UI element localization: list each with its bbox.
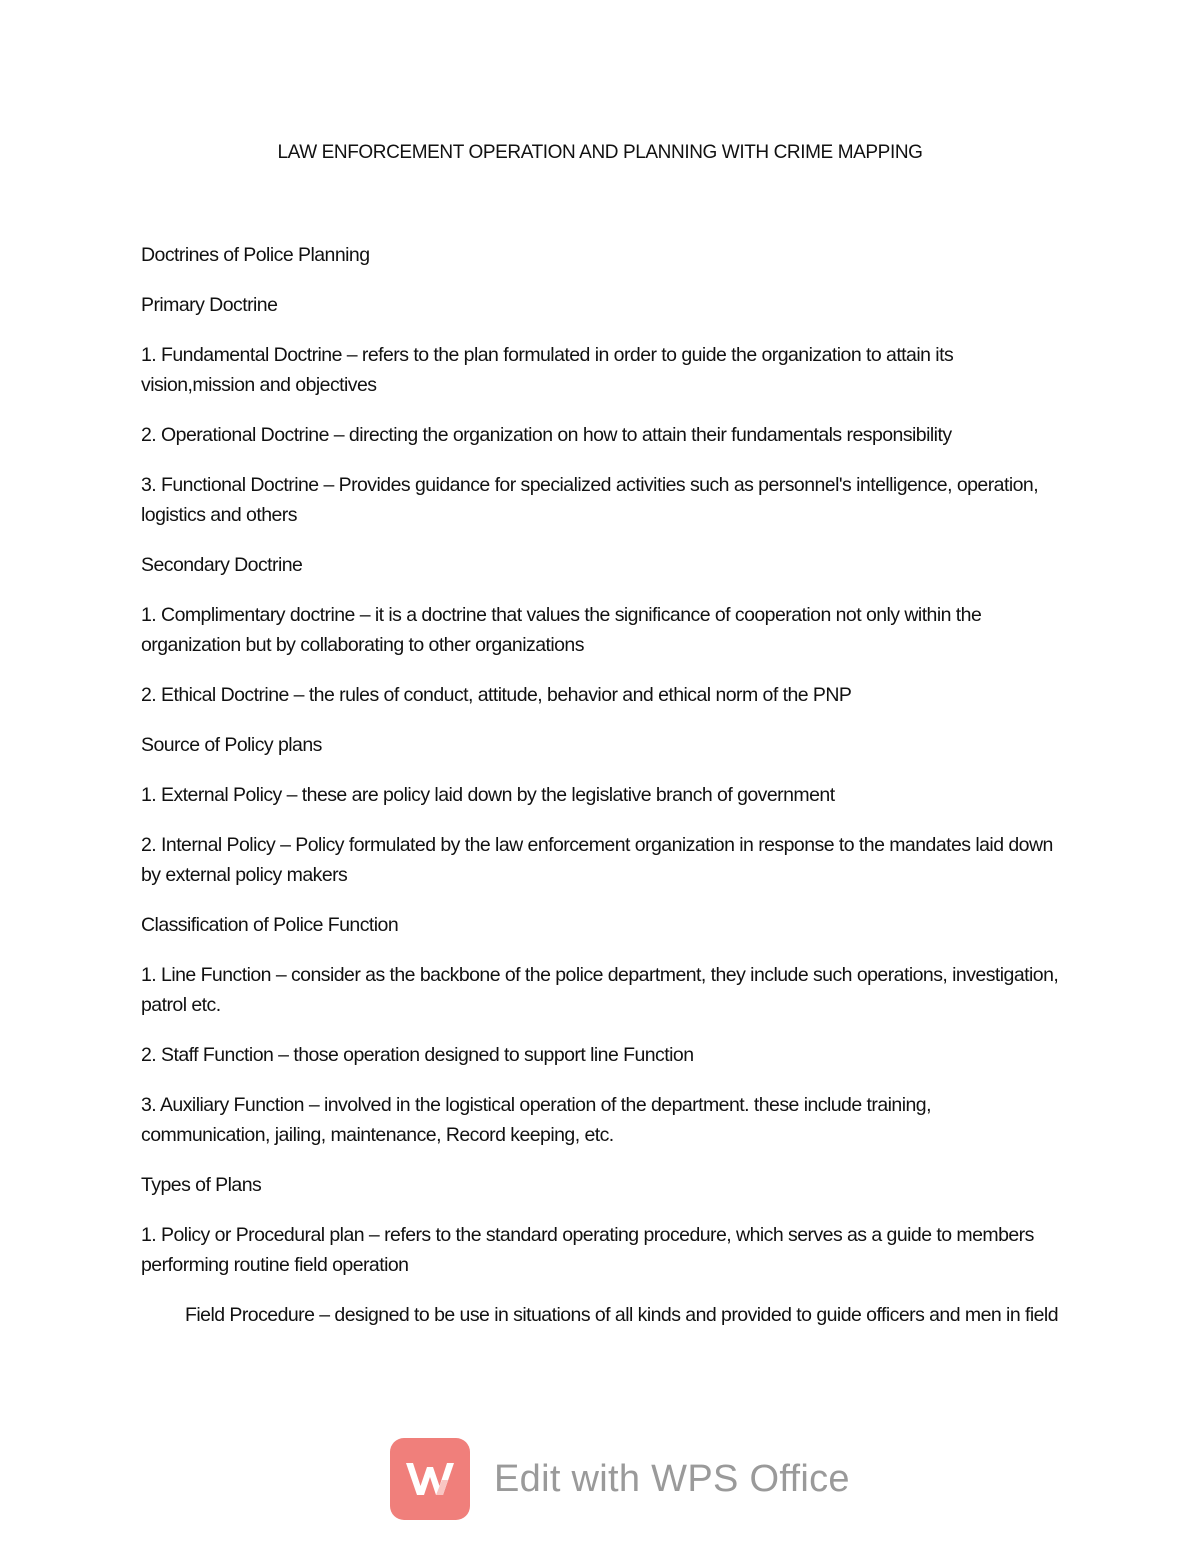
section-heading-policy-plans: Source of Policy plans [141, 734, 322, 756]
wps-edit-banner[interactable] [390, 1438, 850, 1520]
edit-with-wps-label[interactable]: Edit with WPS Office [494, 1457, 850, 1500]
list-item-line-function: 1. Line Function – consider as the backbone of the police department, they include such operations, investigation, patrol etc. [141, 964, 1059, 1016]
list-item-procedural-plan: 1. Policy or Procedural plan – refers to the standard operating procedure, which serves as a guide to members performing routine field operation [141, 1224, 1034, 1276]
document-body [141, 240, 1061, 1350]
list-item-internal-policy: 2. Internal Policy – Policy formulated by the law enforcement organization in response to the mandates laid down by external policy makers [141, 834, 1053, 886]
list-item-staff-function: 2. Staff Function – those operation designed to support line Function [141, 1044, 694, 1066]
subheading-primary-doctrine: Primary Doctrine [141, 294, 278, 316]
wps-w-mark-icon [402, 1457, 458, 1501]
list-item-complimentary-doctrine: 1. Complimentary doctrine – it is a doctrine that values the significance of cooperation not only within the organization but by collaborating to other organizations [141, 604, 982, 656]
list-item-operational-doctrine: 2. Operational Doctrine – directing the organization on how to attain their fundamentals responsibility [141, 424, 952, 446]
subheading-secondary-doctrine: Secondary Doctrine [141, 554, 303, 576]
section-heading-types-of-plans: Types of Plans [141, 1174, 262, 1196]
document-title: LAW ENFORCEMENT OPERATION AND PLANNING WITH CRIME MAPPING [277, 142, 923, 163]
wps-office-logo-icon[interactable] [390, 1438, 470, 1520]
section-heading-police-function: Classification of Police Function [141, 914, 399, 936]
list-item-ethical-doctrine: 2. Ethical Doctrine – the rules of conduct, attitude, behavior and ethical norm of the PNP [141, 684, 852, 706]
section-heading-doctrines: Doctrines of Police Planning [141, 244, 370, 266]
list-item-auxiliary-function: 3. Auxiliary Function – involved in the logistical operation of the department. these include training, communication, jailing, maintenance, Record keeping, etc. [141, 1094, 931, 1146]
list-item-fundamental-doctrine: 1. Fundamental Doctrine – refers to the plan formulated in order to guide the organization to attain its vision,mission and objectives [141, 344, 954, 396]
list-item-field-procedure: Field Procedure – designed to be use in situations of all kinds and provided to guide officers and men in field [185, 1304, 1059, 1326]
list-item-functional-doctrine: 3. Functional Doctrine – Provides guidance for specialized activities such as personnel's intelligence, operation, logistics and others [141, 474, 1039, 526]
list-item-external-policy: 1. External Policy – these are policy laid down by the legislative branch of government [141, 784, 835, 806]
